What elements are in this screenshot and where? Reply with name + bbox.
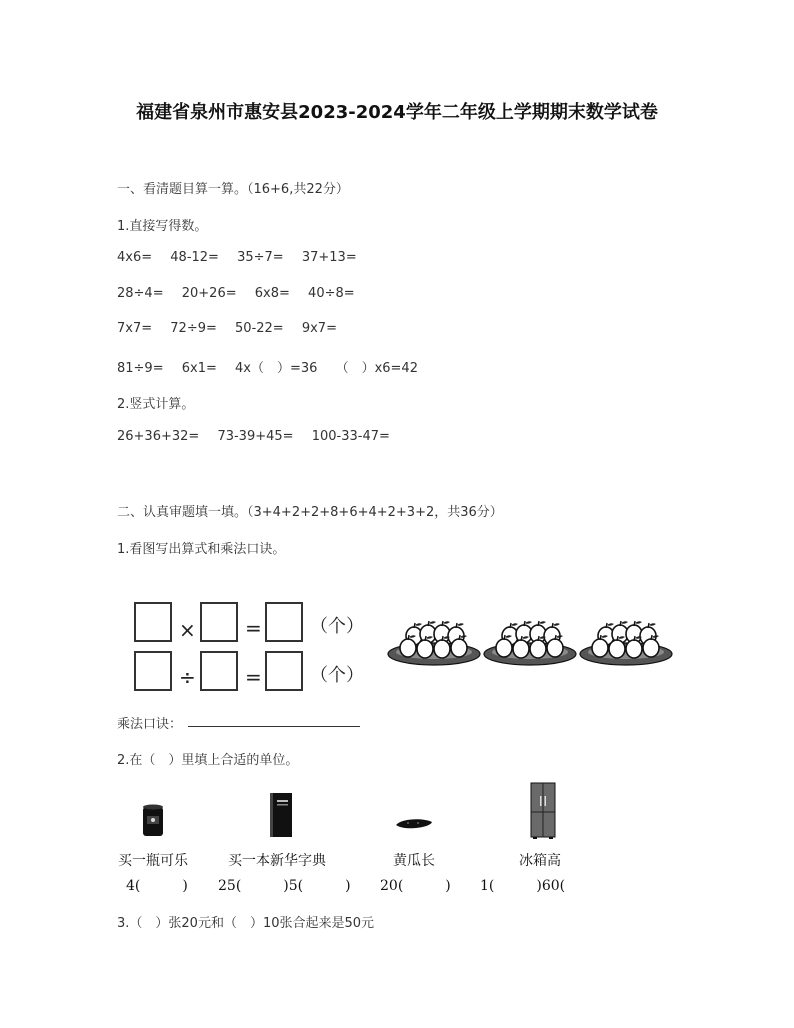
vertical-calc-item: 100-33-47= <box>311 429 390 444</box>
calc-item: 9x7= <box>301 321 337 336</box>
calc-item: 6x8= <box>254 286 290 301</box>
vertical-calc-item: 26+36+32= <box>117 429 200 444</box>
calc-item: 4x6= <box>117 250 153 265</box>
cola-can-icon <box>142 804 164 838</box>
unit-label: （个） <box>310 616 364 637</box>
calc-item: 6x1= <box>181 361 217 376</box>
section2-heading: 二、认真审题填一填。（3+4+2+2+8+6+4+2+3+2，共36分） <box>117 505 503 520</box>
answer-box[interactable] <box>200 651 238 691</box>
s2-q3: 3.（ ）张20元和（ ）10张合起来是50元 <box>117 916 375 931</box>
apple-plate <box>580 621 672 665</box>
equals-sign: = <box>245 665 262 689</box>
s2-q1-label: 1.看图写出算式和乘法口诀。 <box>117 542 286 557</box>
divide-sign: ÷ <box>179 665 196 689</box>
calc-row-3 <box>117 321 351 336</box>
calc-item: 40÷8= <box>308 286 355 301</box>
equals-sign: = <box>245 616 262 640</box>
dictionary-icon <box>268 792 294 838</box>
answer-box[interactable] <box>200 602 238 642</box>
item-caption: 冰箱高 <box>519 853 561 869</box>
calc-item: 20+26= <box>181 286 237 301</box>
koujue-answer-line[interactable] <box>188 726 360 727</box>
calc-item: 37+13= <box>301 250 357 265</box>
calc-item: （ ）x6=42 <box>335 361 418 376</box>
calc-item: 48-12= <box>170 250 219 265</box>
koujue-label: 乘法口诀： <box>117 717 183 732</box>
item-caption: 买一本新华字典 <box>228 853 326 869</box>
calc-row-2 <box>117 286 369 301</box>
calc-item: 4x（ ）=36 <box>235 361 318 376</box>
multiply-sign: × <box>179 618 196 642</box>
calc-item: 72÷9= <box>170 321 217 336</box>
unit-blank[interactable]: 20( ) <box>380 878 451 894</box>
apple-plate <box>388 621 480 665</box>
calc-item: 28÷4= <box>117 286 164 301</box>
page-title: 福建省泉州市惠安县2023-2024学年二年级上学期期末数学试卷 <box>136 102 658 123</box>
cucumber-icon <box>394 816 434 832</box>
answer-box[interactable] <box>134 602 172 642</box>
answer-box[interactable] <box>134 651 172 691</box>
calc-item: 7x7= <box>117 321 153 336</box>
calc-item: 35÷7= <box>237 250 284 265</box>
q2-label: 2.竖式计算。 <box>117 397 195 412</box>
calc-row-4 <box>117 357 432 376</box>
unit-blank[interactable]: 25( )5( ) <box>218 878 351 894</box>
calc-item: 50-22= <box>235 321 284 336</box>
calc-item: 81÷9= <box>117 361 164 376</box>
apple-plates-illustration <box>386 612 676 676</box>
fridge-icon <box>530 782 556 840</box>
vertical-calc-item: 73-39+45= <box>217 429 294 444</box>
apple-plate <box>484 621 576 665</box>
answer-box[interactable] <box>265 602 303 642</box>
unit-blank[interactable]: 1( )60( <box>480 878 566 894</box>
item-caption: 黄瓜长 <box>393 853 435 869</box>
vertical-calc-row <box>117 429 404 444</box>
item-caption: 买一瓶可乐 <box>118 853 188 869</box>
unit-label: （个） <box>310 665 364 686</box>
q1-label: 1.直接写得数。 <box>117 219 208 234</box>
unit-blank[interactable]: 4( ) <box>126 878 188 894</box>
answer-box[interactable] <box>265 651 303 691</box>
section1-heading: 一、看清题目算一算。（16+6,共22分） <box>117 182 349 197</box>
s2-q2-label: 2.在（ ）里填上合适的单位。 <box>117 753 299 768</box>
calc-row-1 <box>117 250 371 265</box>
